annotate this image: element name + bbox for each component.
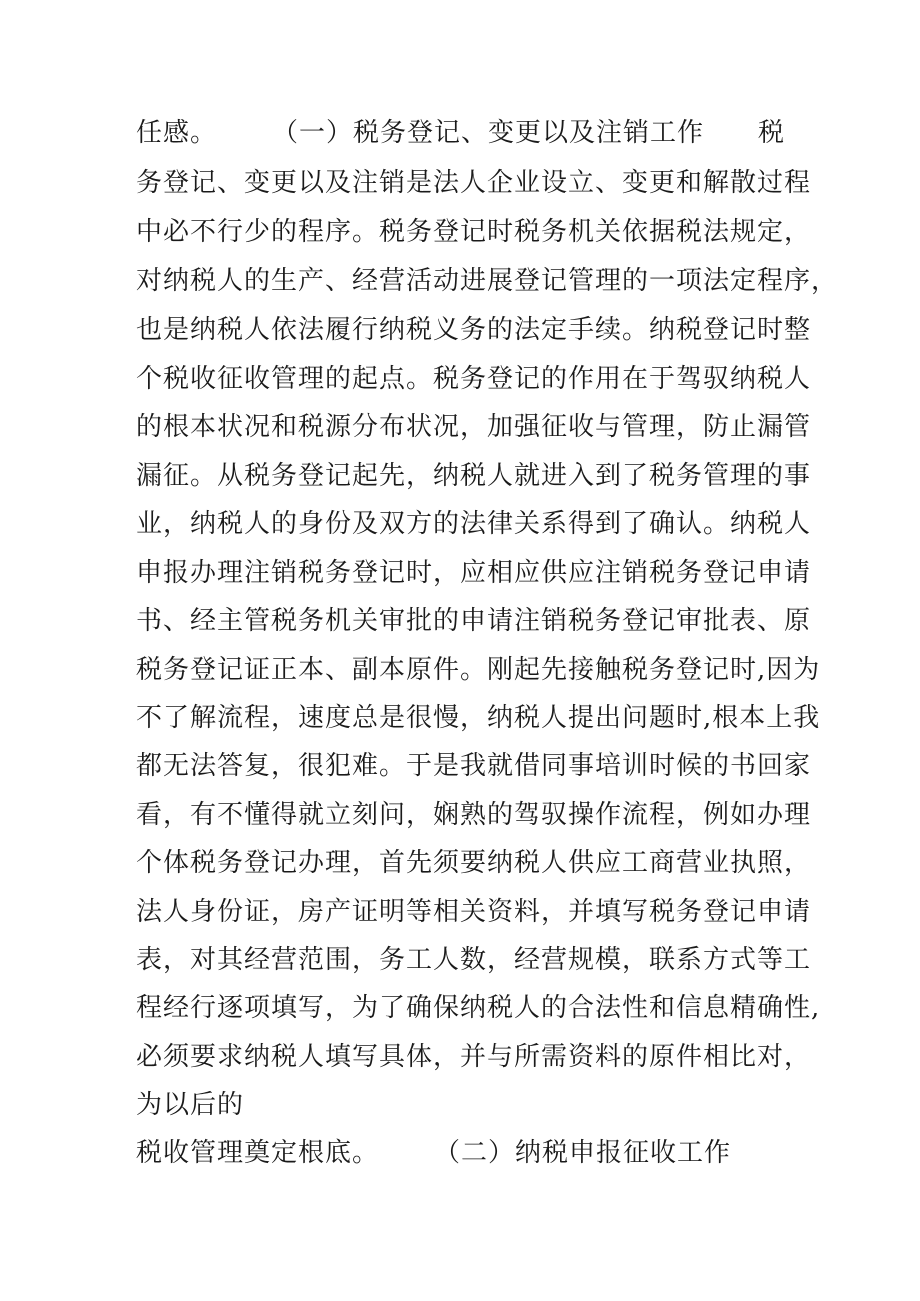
text-line: 看，有不懂得就立刻问，娴熟的驾驭操作流程，例如办理	[136, 800, 812, 830]
text-line: 对纳税人的生产、经营活动进展登记管理的一项法定程序，	[136, 266, 839, 296]
text-line: 都无法答复，很犯难。于是我就借同事培训时候的书回家	[136, 751, 812, 781]
text-line: 为以后的	[136, 1090, 245, 1120]
text-line: 税收管理奠定根底。 （二）纳税申报征收工作	[136, 1138, 732, 1168]
text-line: 不了解流程，速度总是很慢，纳税人提出问题时,根本上我	[136, 703, 821, 733]
text-line: 法人身份证，房产证明等相关资料，并填写税务登记申请	[136, 897, 812, 927]
text-line: 程经行逐项填写，为了确保纳税人的合法性和信息精确性,	[136, 993, 821, 1023]
text-line: 税务登记证正本、副本原件。刚起先接触税务登记时,因为	[136, 655, 821, 685]
text-line: 个体税务登记办理，首先须要纳税人供应工商营业执照，	[136, 848, 812, 878]
text-line: 个税收征收管理的起点。税务登记的作用在于驾驭纳税人	[136, 364, 812, 394]
text-line: 任感。 （一）税务登记、变更以及注销工作 税	[136, 118, 786, 148]
text-line: 书、经主管税务机关审批的申请注销税务登记审批表、原	[136, 606, 812, 636]
text-line: 业，纳税人的身份及双方的法律关系得到了确认。纳税人	[136, 509, 812, 539]
text-line: 的根本状况和税源分布状况，加强征收与管理，防止漏管	[136, 412, 812, 442]
text-line: 必须要求纳税人填写具体，并与所需资料的原件相比对，	[136, 1042, 812, 1072]
text-line: 表，对其经营范围，务工人数，经营规模，联系方式等工	[136, 945, 812, 975]
text-line: 漏征。从税务登记起先，纳税人就进入到了税务管理的事	[136, 461, 812, 491]
text-line: 也是纳税人依法履行纳税义务的法定手续。纳税登记时整	[136, 315, 812, 345]
text-line: 中必不行少的程序。税务登记时税务机关依据税法规定，	[136, 217, 812, 247]
text-line: 申报办理注销税务登记时，应相应供应注销税务登记申请	[136, 558, 812, 588]
text-line: 务登记、变更以及注销是法人企业设立、变更和解散过程	[136, 168, 812, 198]
